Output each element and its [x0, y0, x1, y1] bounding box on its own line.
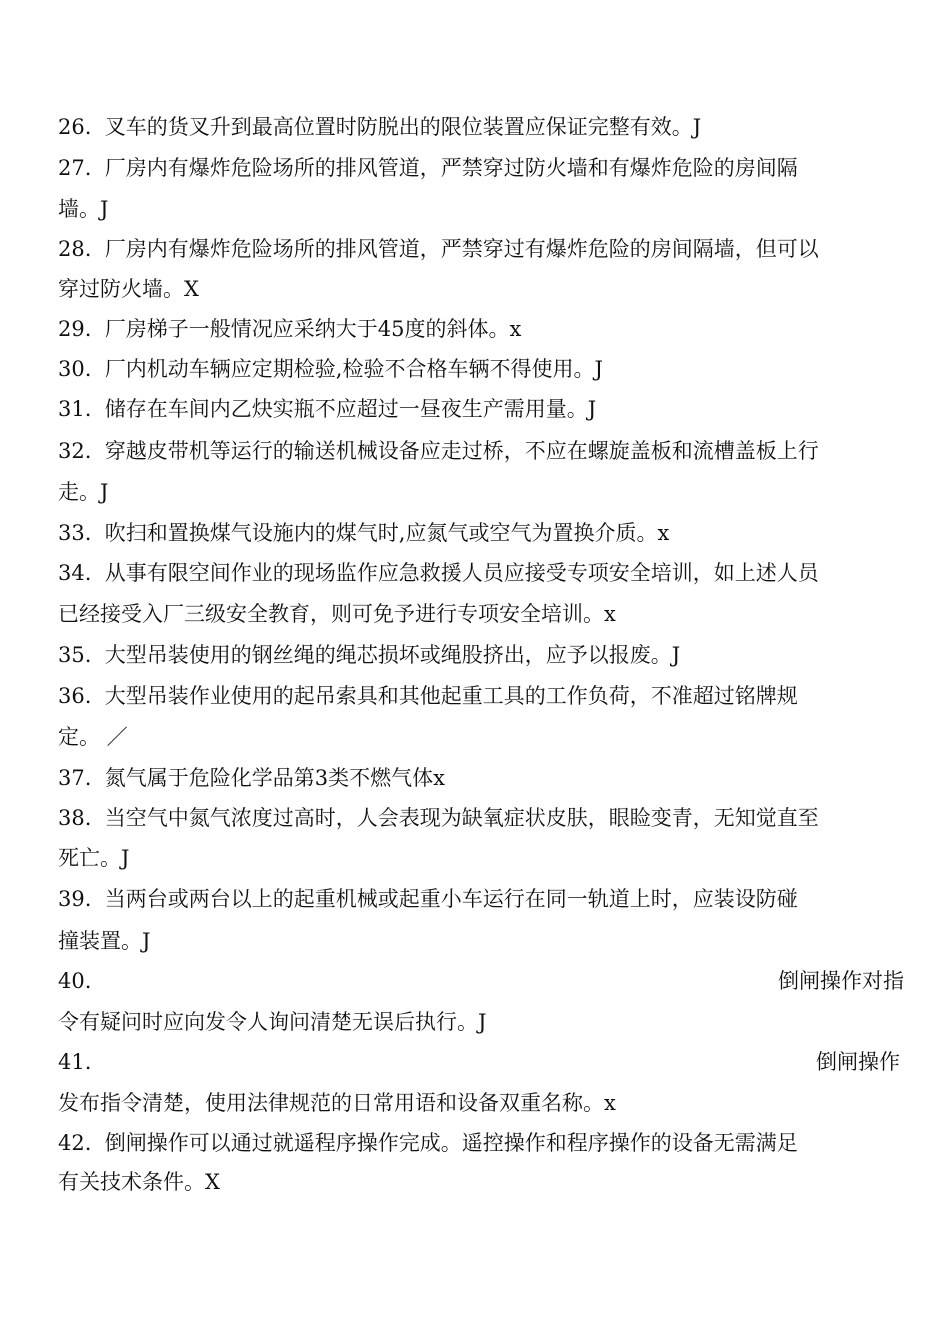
- question-27-continuation: [58, 194, 904, 224]
- question-39: [58, 884, 904, 914]
- question-text: 有关技术条件。X: [58, 1170, 220, 1194]
- question-text: 储存在车间内乙炔实瓶不应超过一昼夜生产需用量。J: [104, 397, 597, 421]
- question-number: 26.: [58, 115, 92, 139]
- question-40: [58, 966, 904, 996]
- question-28: [58, 234, 904, 264]
- question-number: 31.: [58, 397, 92, 421]
- question-number: 35.: [58, 643, 92, 667]
- question-number: 30.: [58, 357, 92, 381]
- question-number: 33.: [58, 521, 92, 545]
- question-27: [58, 153, 904, 183]
- question-number: 41.: [58, 1050, 92, 1074]
- question-28-continuation: [58, 274, 904, 304]
- question-35: [58, 640, 904, 670]
- question-text: 厂内机动车辆应定期检验,检验不合格车辆不得使用。J: [104, 357, 603, 381]
- question-text: 令有疑问时应向发令人询问清楚无误后执行。J: [58, 1010, 487, 1034]
- question-42: [58, 1128, 904, 1158]
- question-32: [58, 436, 904, 466]
- question-text: 倒闸操作可以通过就遥程序操作完成。遥控操作和程序操作的设备无需满足: [104, 1131, 798, 1155]
- question-text: 叉车的货叉升到最高位置时防脱出的限位装置应保证完整有效。J: [104, 115, 702, 139]
- question-33: [58, 518, 904, 548]
- question-text: 厂房内有爆炸危险场所的排风管道，严禁穿过有爆炸危险的房间隔墙，但可以: [104, 237, 819, 261]
- question-39-continuation: [58, 926, 904, 956]
- question-number: 39.: [58, 887, 92, 911]
- question-26: [58, 112, 904, 142]
- question-number: 29.: [58, 317, 92, 341]
- question-41-continuation: [58, 1088, 904, 1118]
- question-text: 大型吊装使用的钢丝绳的绳芯损坏或绳股挤出，应予以报废。J: [104, 643, 681, 667]
- question-text-right: 倒闸操作对指: [778, 969, 904, 993]
- question-text: 厂房内有爆炸危险场所的排风管道，严禁穿过防火墙和有爆炸危险的房间隔: [104, 156, 798, 180]
- question-38: [58, 803, 904, 833]
- question-31: [58, 394, 904, 424]
- question-text: 当两台或两台以上的起重机械或起重小车运行在同一轨道上时，应装设防碰: [104, 887, 798, 911]
- question-text: 厂房梯子一般情况应采纳大于45度的斜体。x: [104, 317, 522, 341]
- question-text: 穿过防火墙。X: [58, 277, 199, 301]
- question-text: 死亡。J: [58, 846, 130, 870]
- question-text: 当空气中氮气浓度过高时，人会表现为缺氧症状皮肤，眼睑变青，无知觉直至: [104, 806, 819, 830]
- question-41: [58, 1047, 904, 1077]
- question-32-continuation: [58, 477, 904, 507]
- question-number: 34.: [58, 561, 92, 585]
- question-text: 吹扫和置换煤气设施内的煤气时,应氮气或空气为置换介质。x: [104, 521, 670, 545]
- question-text: 发布指令清楚，使用法律规范的日常用语和设备双重名称。x: [58, 1091, 616, 1115]
- question-number: 40.: [58, 969, 92, 993]
- question-38-continuation: [58, 843, 904, 873]
- question-text-right: 倒闸操作: [816, 1050, 900, 1074]
- question-34: [58, 558, 904, 588]
- question-number: 32.: [58, 439, 92, 463]
- question-text: 氮气属于危险化学品第3类不燃气体x: [104, 766, 445, 790]
- question-text: 从事有限空间作业的现场监作应急救援人员应接受专项安全培训，如上述人员: [104, 561, 819, 585]
- question-text: 定。 ／: [58, 725, 128, 749]
- question-number: 27.: [58, 156, 92, 180]
- question-text: 已经接受入厂三级安全教育，则可免予进行专项安全培训。x: [58, 602, 616, 626]
- question-text: 大型吊装作业使用的起吊索具和其他起重工具的工作负荷，不准超过铭牌规: [104, 684, 798, 708]
- question-36: [58, 681, 904, 711]
- question-number: 28.: [58, 237, 92, 261]
- question-number: 37.: [58, 766, 92, 790]
- question-text: 撞装置。J: [58, 929, 151, 953]
- question-text: 走。J: [58, 480, 109, 504]
- question-number: 42.: [58, 1131, 92, 1155]
- question-number: 38.: [58, 806, 92, 830]
- question-number: 36.: [58, 684, 92, 708]
- question-40-continuation: [58, 1007, 904, 1037]
- question-34-continuation: [58, 599, 904, 629]
- question-30: [58, 354, 904, 384]
- question-29: [58, 314, 904, 344]
- question-36-continuation: [58, 722, 904, 752]
- question-text: 穿越皮带机等运行的输送机械设备应走过桥，不应在螺旋盖板和流槽盖板上行: [104, 439, 819, 463]
- question-text: 墙。J: [58, 197, 109, 221]
- question-42-continuation: [58, 1167, 904, 1197]
- question-37: [58, 763, 904, 793]
